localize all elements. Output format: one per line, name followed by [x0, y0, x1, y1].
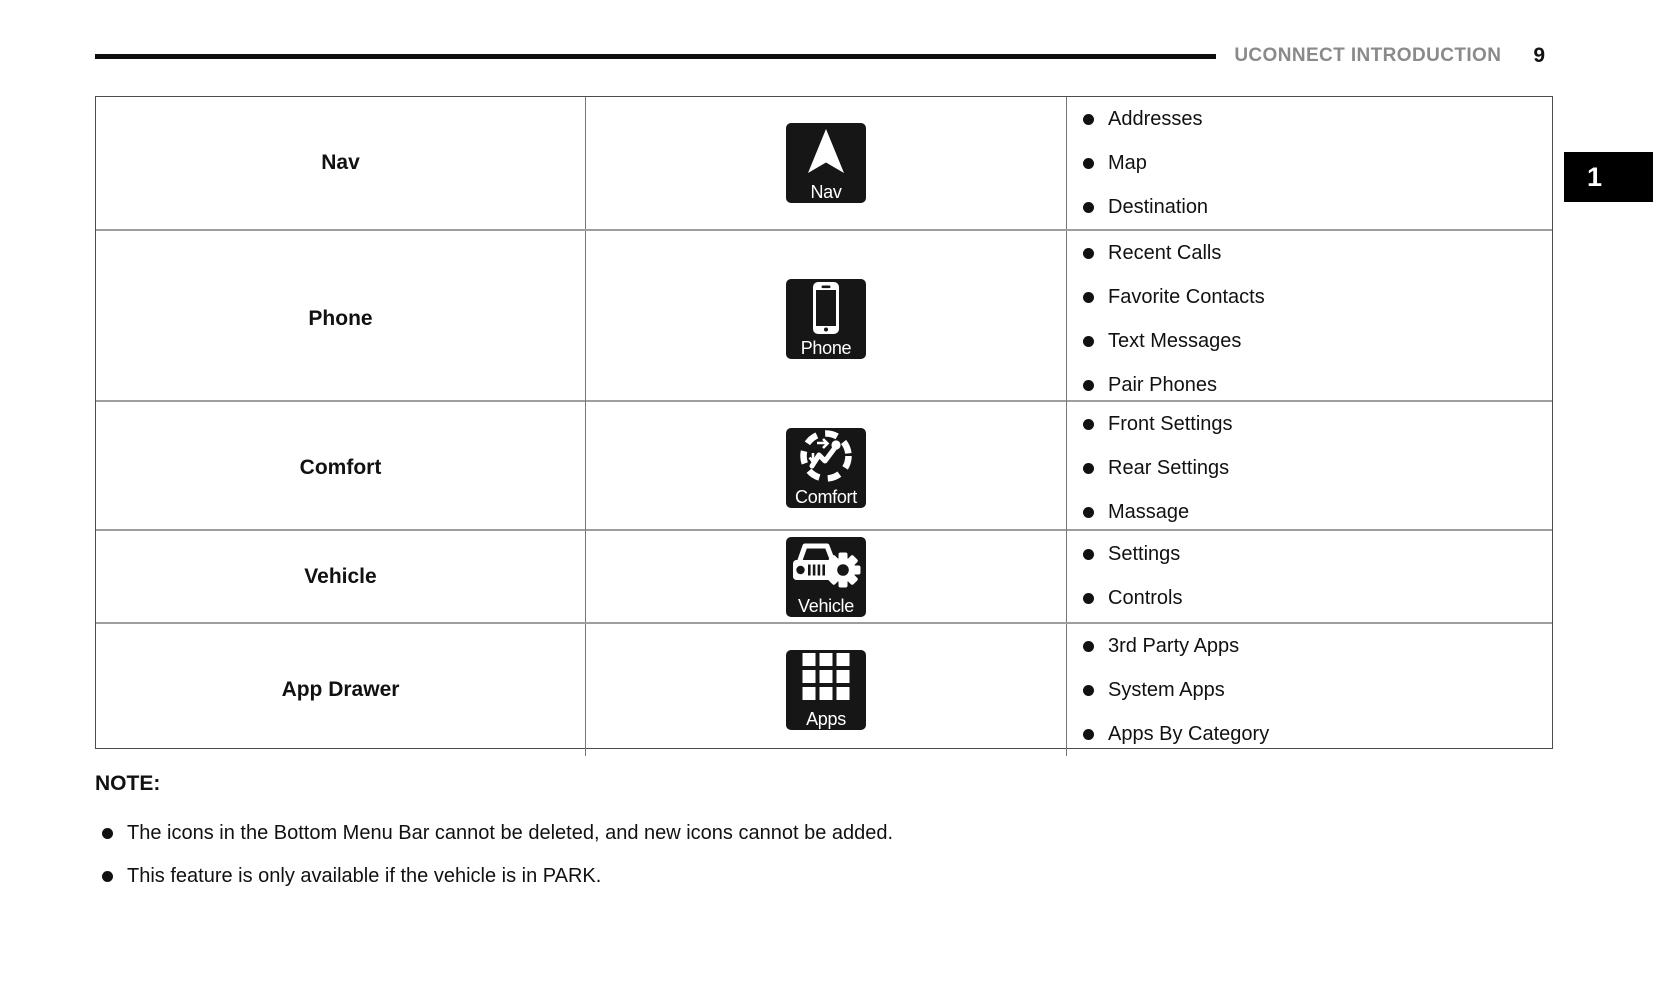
icon-art [786, 428, 866, 484]
feature-list [1083, 533, 1552, 621]
features-table [95, 96, 1553, 749]
feature-label: Phone [308, 307, 373, 330]
feature-item: 3rd Party Apps [1083, 624, 1552, 668]
feature-item: Text Messages [1083, 319, 1552, 363]
feature-item: Recent Calls [1083, 231, 1552, 275]
icon-label: Vehicle [798, 595, 854, 616]
header-title: UCONNECT INTRODUCTION [1234, 45, 1502, 66]
feature-icon-cell [586, 97, 1067, 229]
feature-label-cell [96, 97, 586, 229]
feature-label-cell [96, 402, 586, 534]
feature-label: Comfort [299, 456, 382, 479]
icon-label: Apps [806, 709, 846, 729]
feature-icon-cell [586, 231, 1067, 407]
feature-label-cell [96, 231, 586, 407]
icon-art [786, 279, 866, 336]
feature-item: Map [1083, 141, 1552, 185]
icon-art [786, 123, 866, 181]
feature-item: Front Settings [1083, 402, 1552, 446]
feature-item: Destination [1083, 185, 1552, 229]
table-row [96, 622, 1552, 748]
icon-label: Phone [800, 338, 852, 358]
table-row [96, 400, 1552, 529]
feature-list [1083, 231, 1552, 407]
feature-items-cell [1067, 624, 1552, 756]
chapter-tab: 1 [1564, 152, 1653, 202]
feature-icon-cell [586, 624, 1067, 756]
vehicle-icon [786, 537, 866, 617]
feature-item: Favorite Contacts [1083, 275, 1552, 319]
feature-items-cell [1067, 97, 1552, 229]
note-heading: NOTE: [95, 772, 161, 795]
feature-icon-cell [586, 402, 1067, 534]
feature-item: Controls [1083, 577, 1552, 621]
feature-label: Nav [321, 151, 360, 174]
feature-item: Rear Settings [1083, 446, 1552, 490]
table-row [96, 229, 1552, 400]
feature-icon-cell [586, 531, 1067, 622]
feature-items-cell [1067, 402, 1552, 534]
feature-item: Addresses [1083, 97, 1552, 141]
feature-item: System Apps [1083, 668, 1552, 712]
feature-items-cell [1067, 231, 1552, 407]
note-section [95, 772, 1455, 898]
feature-items-cell [1067, 531, 1552, 622]
icon-art [786, 537, 866, 593]
icon-label: Comfort [795, 487, 857, 507]
feature-label: Vehicle [304, 564, 377, 588]
apps-icon [786, 650, 866, 730]
feature-item: Settings [1083, 533, 1552, 577]
note-item: This feature is only available if the vehicle is in PARK. [95, 855, 1455, 898]
feature-item: Apps By Category [1083, 712, 1552, 756]
feature-label-cell [96, 531, 586, 622]
feature-list [1083, 97, 1552, 229]
feature-label: App Drawer [281, 678, 400, 701]
comfort-icon [786, 428, 866, 508]
feature-label-cell [96, 624, 586, 756]
phone-icon [786, 279, 866, 359]
feature-item: Massage [1083, 490, 1552, 534]
nav-icon [786, 123, 866, 203]
icon-label: Nav [810, 182, 842, 202]
note-list [95, 812, 1455, 898]
feature-item: Pair Phones [1083, 363, 1552, 407]
page-number: 9 [1533, 44, 1545, 67]
page-header [95, 42, 1545, 70]
icon-art [786, 650, 866, 706]
table-row [96, 529, 1552, 622]
feature-list [1083, 624, 1552, 756]
feature-list [1083, 402, 1552, 534]
header-rule [95, 54, 1216, 59]
note-item: The icons in the Bottom Menu Bar cannot be deleted, and new icons cannot be added. [95, 812, 1455, 855]
table-row [96, 97, 1552, 229]
